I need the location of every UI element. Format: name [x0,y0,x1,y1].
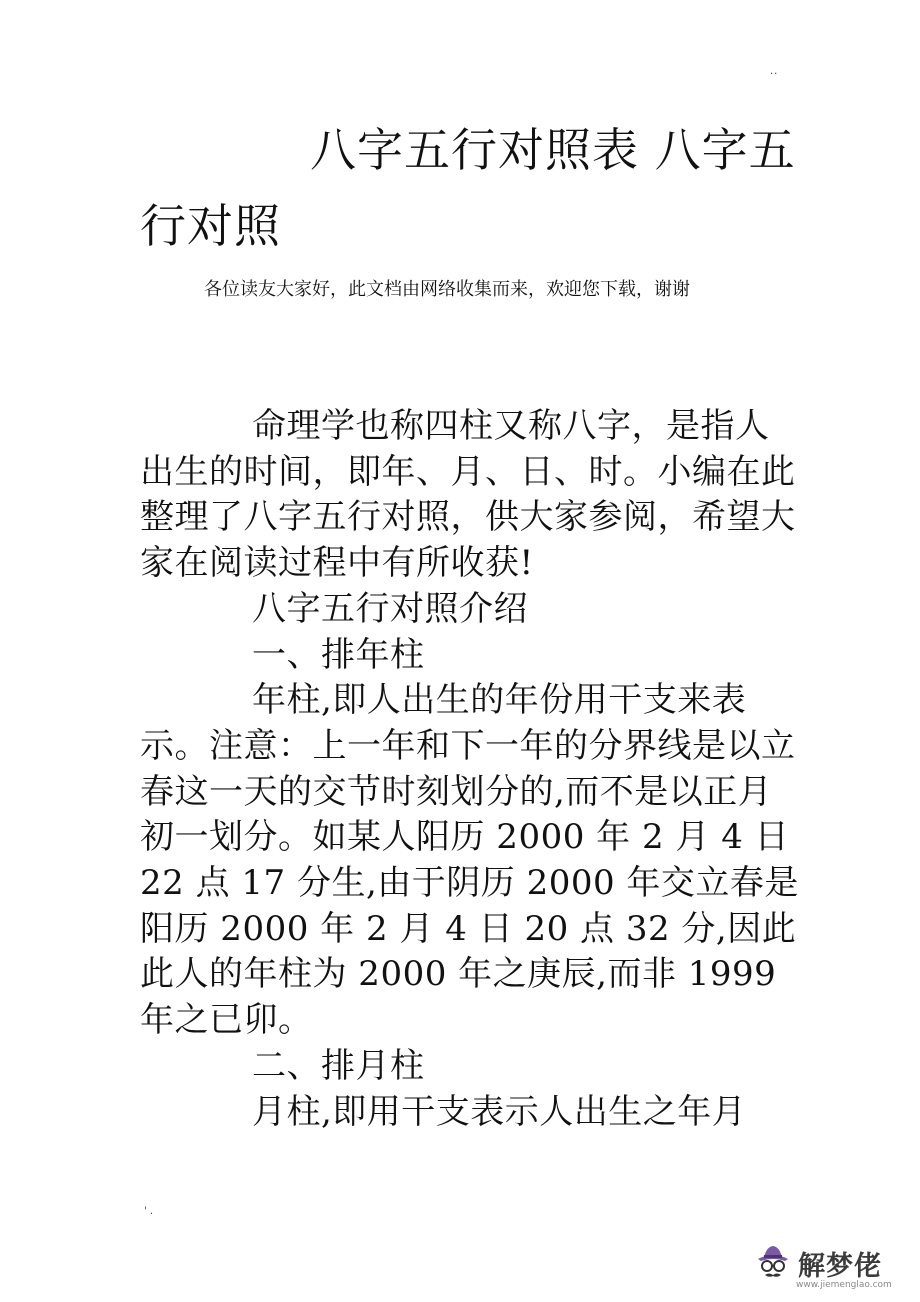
section-heading-month-pillar: 二、排月柱 [252,1045,425,1086]
document-body [140,404,800,1135]
section-heading-year-pillar: 一、排年柱 [252,634,425,675]
site-watermark [752,1240,912,1296]
paragraph-year-pillar: 年柱,即人出生的年份用干支来表示。注意：上一年和下一年的分界线是以立春这一天的交节时刻划分的,而不是以正月初一划分。如某人阳历 2000 年 2 月 4 日 22 点 17 分生,由于阴历 2000 年交立春是阳历 2000 年 2 月 4 日 20 点 32 分,因此此人的年柱为 2000 年之庚辰,而非 1999 年之已卯。 [140,680,799,1041]
paragraph-month-pillar: 月柱,即用干支表示人出生之年月 [252,1091,747,1132]
corner-mark: .. [770,66,779,77]
paragraph-intro: 命理学也称四柱又称八字，是指人出生的时间，即年、月、日、时。小编在此整理了八字五行对照，供大家参阅，希望大家在阅读过程中有所收获! [140,406,796,584]
section-heading-intro: 八字五行对照介绍 [252,588,528,629]
detective-logo-icon [752,1242,794,1284]
watermark-brand: 解梦佬 [798,1251,882,1282]
footer-mark: ' . [144,1206,154,1217]
download-notice: 各位读友大家好，此文档由网络收集而来，欢迎您下载，谢谢 [204,279,690,300]
document-title: 八字五行对照表 八字五行对照 [140,123,796,253]
watermark-url: www.jiemenglao.com [796,1280,892,1290]
